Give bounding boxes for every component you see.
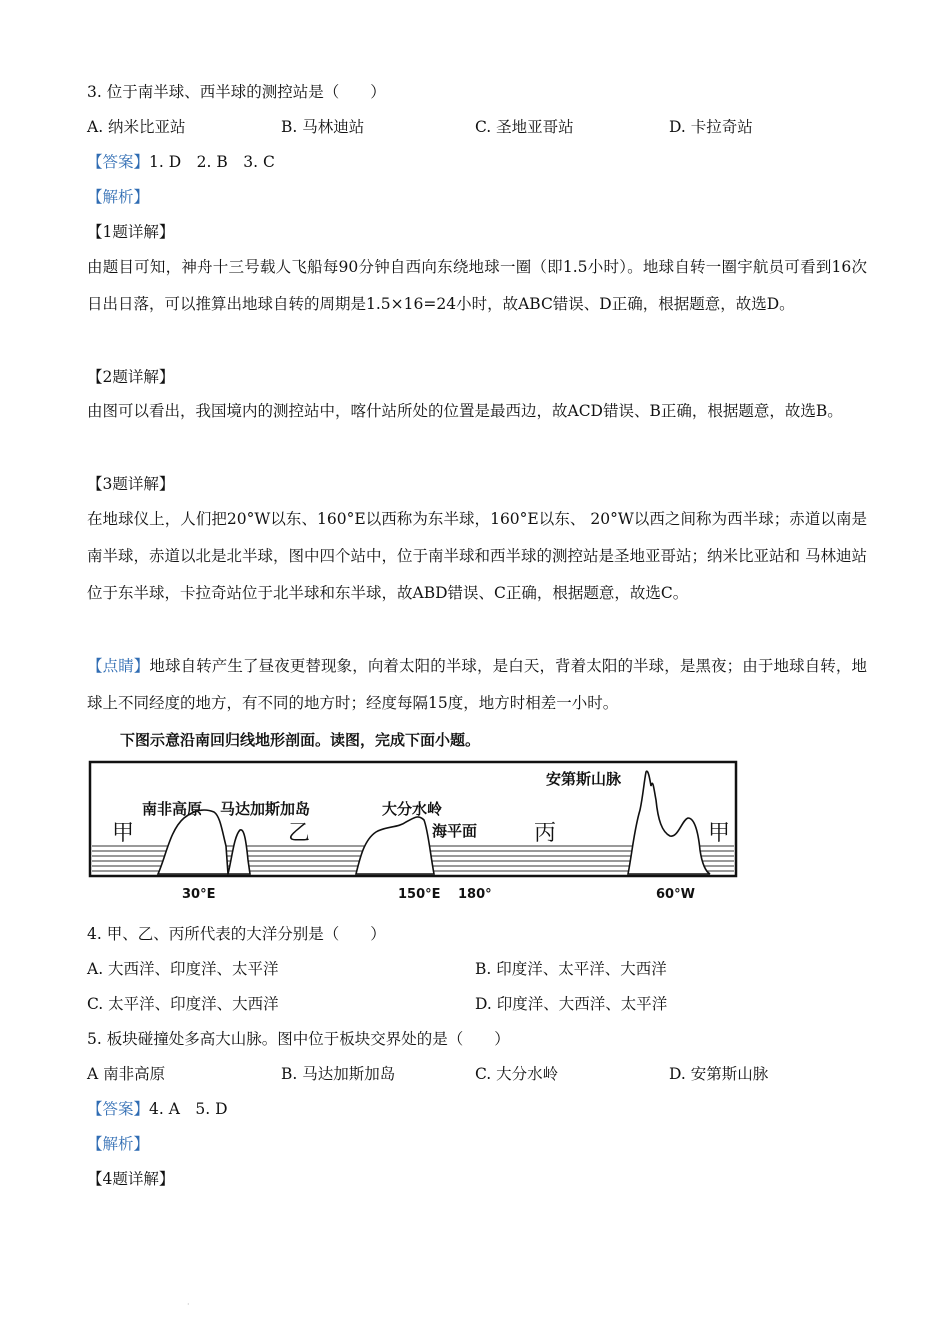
label-yi: 乙 <box>288 821 311 846</box>
axis-tick-180: 180° <box>458 887 492 902</box>
tip-body: 地球自转产生了昼夜更替现象，向着太阳的半球，是白天，背着太阳的半球，是黑夜；由于地球自转，地球上不同经度的地方，有不同的地方时；经度每隔15度，地方时相差一小时。 <box>87 657 867 712</box>
axis-tick-60w: 60°W <box>656 887 695 902</box>
analysis-tag-2: 【解析】 <box>87 1135 150 1153</box>
label-jia-right: 甲 <box>708 821 731 846</box>
label-bing: 丙 <box>534 821 557 846</box>
q3-option-d: D. 卡拉奇站 <box>669 118 753 136</box>
q3-option-b: B. 马林迪站 <box>281 118 365 136</box>
label-madagascar: 马达加斯加岛 <box>220 800 311 818</box>
q5-option-d: D. 安第斯山脉 <box>669 1065 769 1083</box>
tip-tag: 【点睛】 <box>87 657 150 675</box>
q5-option-b: B. 马达加斯加岛 <box>281 1065 396 1083</box>
answer-tag: 【答案】 <box>87 153 150 171</box>
detail-2-heading: 【2题详解】 <box>87 368 175 386</box>
figure-caption: 下图示意沿南回归线地形剖面。读图，完成下面小题。 <box>120 731 481 749</box>
detail-3-heading: 【3题详解】 <box>87 475 175 493</box>
detail-1-heading: 【1题详解】 <box>87 223 175 241</box>
question-3-stem: 3. 位于南半球、西半球的测控站是（ ） <box>87 83 386 101</box>
label-divide: 大分水岭 <box>382 800 443 818</box>
terrain-profile-figure <box>88 760 740 904</box>
analysis-tag: 【解析】 <box>87 188 150 206</box>
detail-1-body: 由题目可知，神舟十三号载人飞船每90分钟自西向东绕地球一圈（即1.5小时）。地球自转一圈宇航员可看到16次日出日落，可以推算出地球自转的周期是1.5×16=24小时，故ABC错误、D正确，根据题意，故选D。 <box>87 258 867 313</box>
footer-mark: · <box>187 1300 190 1309</box>
q5-option-c: C. 大分水岭 <box>475 1065 559 1083</box>
q3-option-c: C. 圣地亚哥站 <box>475 118 574 136</box>
answer-block-1 <box>87 152 275 172</box>
detail-4-heading: 【4题详解】 <box>87 1170 175 1188</box>
answer-block-2 <box>87 1099 228 1119</box>
label-sea-level: 海平面 <box>432 822 478 840</box>
axis-tick-150e: 150°E <box>398 887 441 902</box>
label-jia-left: 甲 <box>112 821 135 846</box>
q4-option-c: C. 太平洋、印度洋、大西洋 <box>87 995 279 1013</box>
detail-3-body: 在地球仪上，人们把20°W以东、160°E以西称为东半球，160°E以东、 20°W以西之间称为西半球；赤道以南是南半球，赤道以北是北半球，图中四个站中，位于南半球和西半球的测控站是圣地亚哥站；纳米比亚站和 马林迪站位于东半球，卡拉奇站位于北半球和东半球，故ABD错误、C正确，根据题意，故选C。 <box>87 510 867 602</box>
question-5-stem: 5. 板块碰撞处多高大山脉。图中位于板块交界处的是（ ） <box>87 1030 510 1048</box>
answer-text: 1. D 2. B 3. C <box>149 153 275 171</box>
question-4-stem: 4. 甲、乙、丙所代表的大洋分别是（ ） <box>87 925 386 943</box>
answer-tag-2: 【答案】 <box>87 1100 150 1118</box>
q5-option-a: A 南非高原 <box>87 1065 166 1083</box>
axis-tick-30e: 30°E <box>182 887 216 902</box>
q4-option-b: B. 印度洋、太平洋、大西洋 <box>475 960 667 978</box>
label-south-africa: 南非高原 <box>142 800 203 818</box>
q4-option-d: D. 印度洋、大西洋、太平洋 <box>475 995 668 1013</box>
q4-option-a: A. 大西洋、印度洋、太平洋 <box>87 960 279 978</box>
tip-block <box>87 648 867 722</box>
q3-option-a: A. 纳米比亚站 <box>87 118 186 136</box>
detail-2-body: 由图可以看出，我国境内的测控站中，喀什站所处的位置是最西边，故ACD错误、B正确，根据题意，故选B。 <box>87 402 843 420</box>
label-andes: 安第斯山脉 <box>546 770 622 788</box>
answer-text-2: 4. A 5. D <box>149 1100 228 1118</box>
